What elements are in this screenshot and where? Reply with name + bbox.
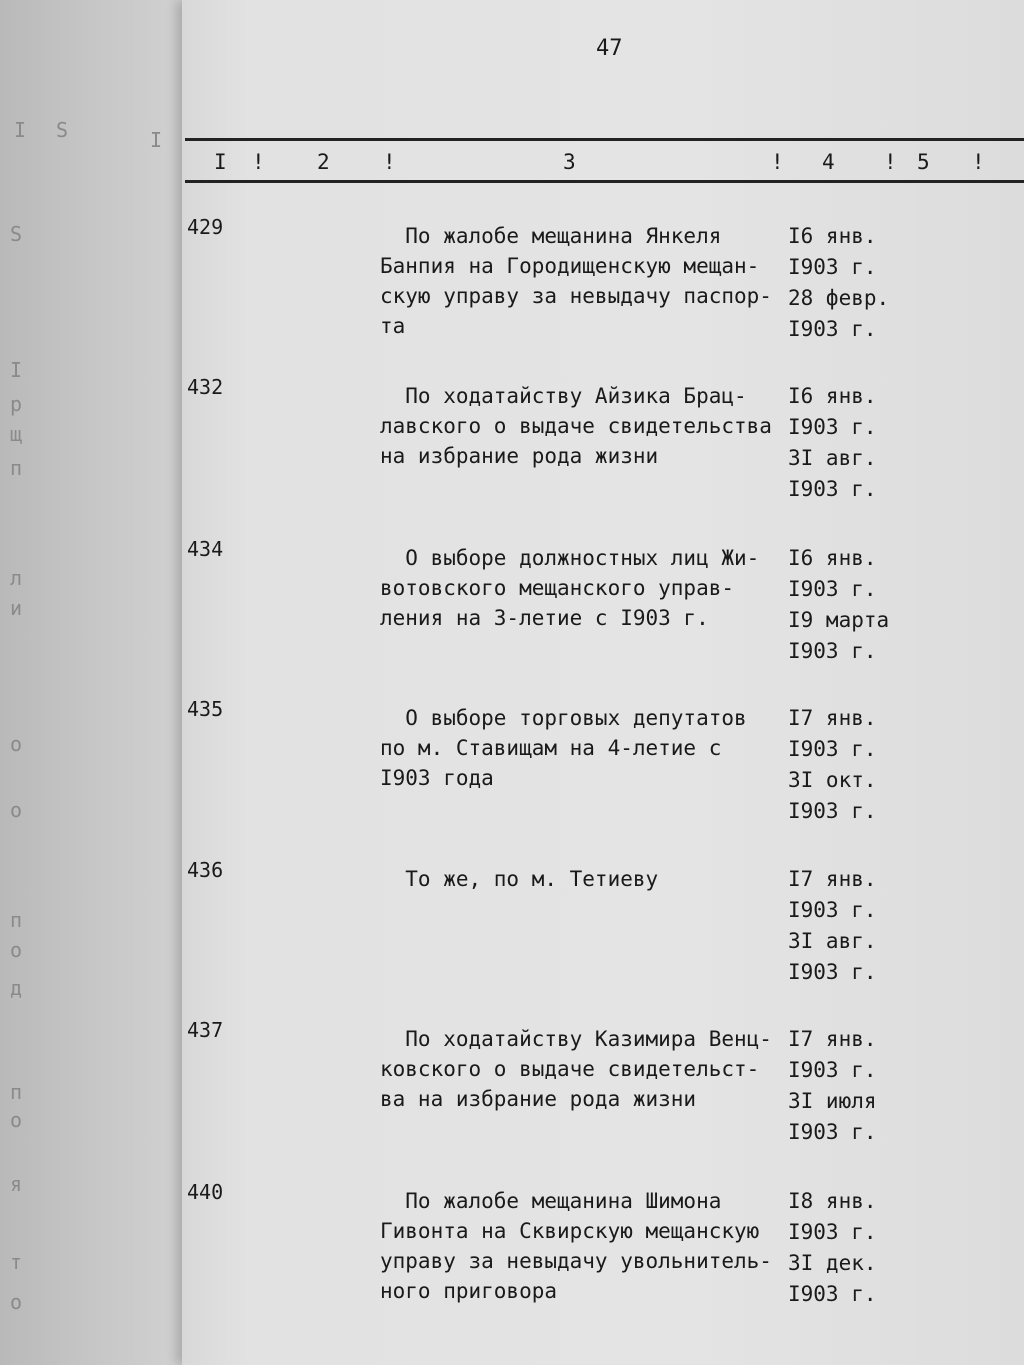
left-page-fragment: I xyxy=(10,358,23,382)
header-col-3: 3 xyxy=(563,150,577,174)
date-line: I903 г. xyxy=(788,477,877,501)
date-line: I7 янв. xyxy=(788,1027,877,1051)
left-page-fragment: я xyxy=(10,1172,23,1196)
header-col-5: 5 xyxy=(917,150,931,174)
left-page-fragment: и xyxy=(10,596,23,620)
left-page-fragment: д xyxy=(10,976,23,1000)
entry-dates xyxy=(788,381,877,505)
description-line: Гивонта на Сквирскую мещанскую xyxy=(380,1219,760,1243)
entry-number: 432 xyxy=(187,375,224,399)
description-line: По ходатайству Казимира Венц- xyxy=(380,1027,772,1051)
date-line: I6 янв. xyxy=(788,384,877,408)
entry-description xyxy=(380,1186,800,1306)
left-page-fragment: о xyxy=(10,798,23,822)
date-line: 3I авг. xyxy=(788,929,877,953)
entry-description xyxy=(380,381,800,471)
left-page-fragment: т xyxy=(10,1250,23,1274)
left-page-fragment: п xyxy=(10,456,23,480)
left-page-edge xyxy=(0,0,190,1365)
date-line: I903 г. xyxy=(788,1220,877,1244)
date-line: 3I авг. xyxy=(788,446,877,470)
date-line: I903 г. xyxy=(788,960,877,984)
table-header-top-rule xyxy=(185,138,1024,141)
description-line: лавского о выдаче свидетельства xyxy=(380,414,772,438)
date-line: I903 г. xyxy=(788,577,877,601)
entry-dates xyxy=(788,1186,877,1310)
description-line: То же, по м. Тетиеву xyxy=(380,867,659,891)
entry-number: 429 xyxy=(187,215,224,239)
header-col-4: 4 xyxy=(822,150,836,174)
description-line: По ходатайству Айзика Брац- xyxy=(380,384,747,408)
description-line: О выборе должностных лиц Жи- xyxy=(380,546,760,570)
date-line: I7 янв. xyxy=(788,706,877,730)
left-page-fragment: о xyxy=(10,938,23,962)
table-header-bottom-rule xyxy=(185,180,1024,183)
description-line: на избрание рода жизни xyxy=(380,444,659,468)
date-line: I903 г. xyxy=(788,737,877,761)
left-page-fragment: р xyxy=(10,392,23,416)
date-line: I903 г. xyxy=(788,1282,877,1306)
header-separator: ! xyxy=(884,150,898,174)
entry-description xyxy=(380,703,800,793)
date-line: I903 г. xyxy=(788,799,877,823)
date-line: 3I июля xyxy=(788,1089,877,1113)
left-page-fragment: о xyxy=(10,732,23,756)
description-line: вотовского мещанского управ- xyxy=(380,576,735,600)
entry-description xyxy=(380,864,800,894)
entry-description xyxy=(380,1024,800,1114)
date-line: I8 янв. xyxy=(788,1189,877,1213)
description-line: ковского о выдаче свидетельст- xyxy=(380,1057,760,1081)
entry-dates xyxy=(788,221,889,345)
left-page-fragment: I xyxy=(150,128,163,152)
header-separator: ! xyxy=(383,150,397,174)
left-page-fragment: S xyxy=(56,118,69,142)
description-line: ва на избрание рода жизни xyxy=(380,1087,697,1111)
date-line: 28 февр. xyxy=(788,286,890,310)
date-line: I903 г. xyxy=(788,1120,877,1144)
date-line: I6 янв. xyxy=(788,546,877,570)
entry-dates xyxy=(788,864,877,988)
entry-description xyxy=(380,543,800,633)
date-line: I9 марта xyxy=(788,608,890,632)
entry-description xyxy=(380,221,800,341)
description-line: Банпия на Городищенскую мещан- xyxy=(380,254,760,278)
entry-number: 440 xyxy=(187,1180,224,1204)
date-line: I7 янв. xyxy=(788,867,877,891)
description-line: та xyxy=(380,314,406,338)
description-line: По жалобе мещанина Янкеля xyxy=(380,224,722,248)
page-number: 47 xyxy=(596,36,623,61)
description-line: I903 года xyxy=(380,766,494,790)
date-line: I903 г. xyxy=(788,1058,877,1082)
date-line: I903 г. xyxy=(788,255,877,279)
description-line: скую управу за невыдачу паспор- xyxy=(380,284,772,308)
date-line: I903 г. xyxy=(788,898,877,922)
description-line: О выборе торговых депутатов xyxy=(380,706,747,730)
entry-number: 437 xyxy=(187,1018,224,1042)
description-line: ного приговора xyxy=(380,1279,558,1303)
entry-dates xyxy=(788,1024,877,1148)
header-separator: ! xyxy=(771,150,785,174)
entry-dates xyxy=(788,703,877,827)
entry-dates xyxy=(788,543,889,667)
left-page-fragment: о xyxy=(10,1290,23,1314)
date-line: I903 г. xyxy=(788,639,877,663)
date-line: 3I окт. xyxy=(788,768,877,792)
entry-number: 435 xyxy=(187,697,224,721)
header-separator: ! xyxy=(972,150,986,174)
description-line: ления на 3-летие с I903 г. xyxy=(380,606,709,630)
entry-number: 434 xyxy=(187,537,224,561)
document-page xyxy=(182,0,1024,1365)
left-page-fragment: о xyxy=(10,1108,23,1132)
description-line: управу за невыдачу увольнитель- xyxy=(380,1249,772,1273)
left-page-fragment: п xyxy=(10,1080,23,1104)
entry-number: 436 xyxy=(187,858,224,882)
left-page-fragment: п xyxy=(10,908,23,932)
description-line: по м. Ставищам на 4-летие с xyxy=(380,736,722,760)
left-page-fragment: I xyxy=(14,118,27,142)
left-page-fragment: л xyxy=(10,566,23,590)
left-page-fragment: S xyxy=(10,222,23,246)
description-line: По жалобе мещанина Шимона xyxy=(380,1189,722,1213)
header-separator: ! xyxy=(252,150,266,174)
header-col-1: I xyxy=(214,150,228,174)
date-line: I6 янв. xyxy=(788,224,877,248)
date-line: 3I дек. xyxy=(788,1251,877,1275)
date-line: I903 г. xyxy=(788,415,877,439)
header-col-2: 2 xyxy=(317,150,331,174)
left-page-fragment: щ xyxy=(10,422,23,446)
date-line: I903 г. xyxy=(788,317,877,341)
